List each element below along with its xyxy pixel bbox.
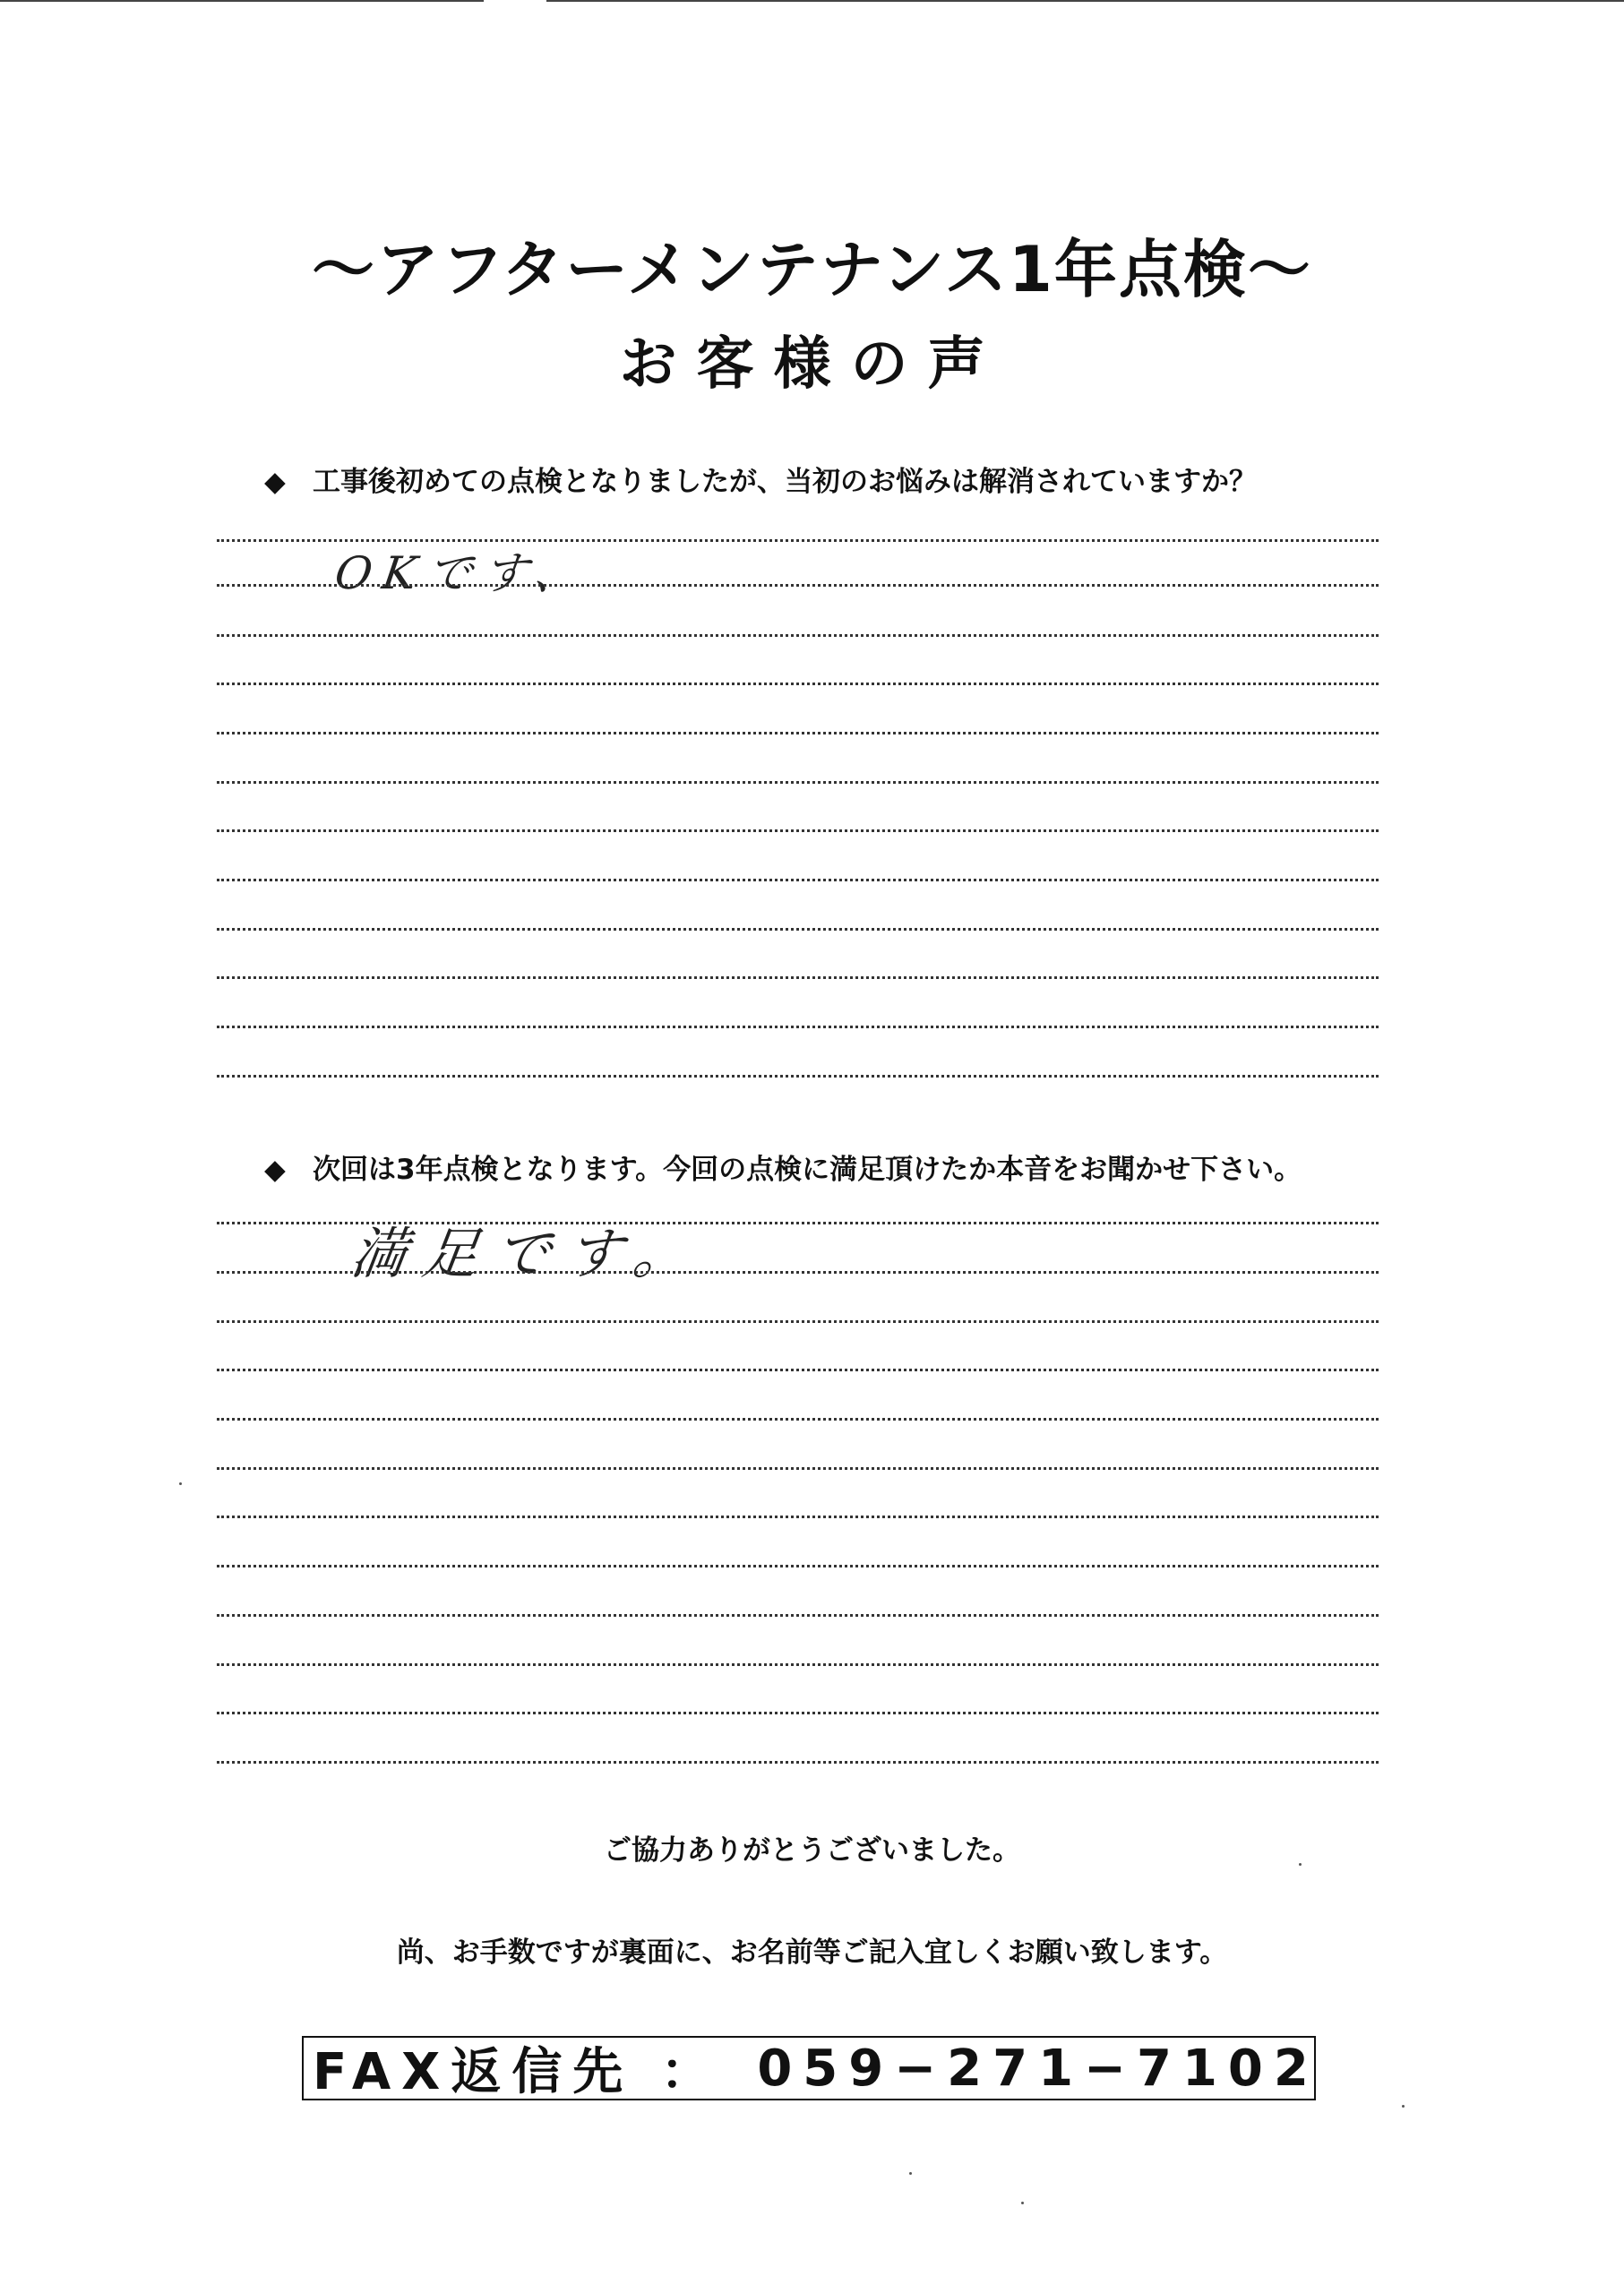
fax-return-box (302, 2036, 1319, 2101)
scan-edge-mark (1156, 0, 1624, 2)
answer-line (217, 829, 1379, 832)
answer-line (217, 732, 1379, 734)
answer-1-handwriting: OKです、 (331, 547, 594, 599)
question-1 (264, 459, 1257, 499)
diamond-bullet-icon: ◆ (264, 466, 286, 498)
answer-line (217, 1418, 1379, 1421)
question-2 (264, 1146, 1302, 1187)
answer-line (217, 976, 1379, 979)
answer-line (217, 584, 1379, 587)
question-2-text: 次回は3年点検となります。今回の点検に満足頂けたか本音をお聞かせ下さい。 (313, 1154, 1302, 1186)
diamond-bullet-icon: ◆ (264, 1154, 286, 1186)
answer-line (217, 1271, 1379, 1274)
answer-line (217, 1712, 1379, 1714)
question-1-text: 工事後初めての点検となりましたが、当初のお悩みは解消されていますか？ (313, 466, 1257, 498)
answer-line (217, 1516, 1379, 1518)
answer-line (217, 683, 1379, 685)
page-subtitle: お客様の声 (619, 331, 1005, 398)
answer-line (217, 1075, 1379, 1078)
thanks-message: ご協力ありがとうございました。 (604, 1834, 1020, 1867)
answer-line (217, 1320, 1379, 1323)
return-instructions: 尚、お手数ですが裏面に、お名前等ご記入宜しくお願い致します。 (396, 1937, 1228, 1969)
answer-line (217, 1663, 1379, 1666)
scan-speck (179, 1482, 182, 1485)
answer-2-handwriting: 満足です。 (347, 1221, 710, 1286)
scan-edge-mark (0, 0, 484, 2)
answer-line (217, 634, 1379, 637)
answer-line (217, 1222, 1379, 1224)
fax-number: 059−271−7102 (757, 2039, 1319, 2098)
fax-separator: ： (660, 2043, 722, 2101)
answer-line (217, 1614, 1379, 1617)
page-title: 〜アフターメンテナンス1年点検〜 (312, 233, 1312, 306)
answer-line (217, 879, 1379, 881)
answer-line (217, 1761, 1379, 1764)
scan-speck (909, 2172, 912, 2175)
answer-line (217, 1565, 1379, 1567)
answer-line (217, 781, 1379, 784)
answer-line (217, 1467, 1379, 1470)
answer-line (217, 928, 1379, 931)
answer-line (217, 539, 1379, 542)
scan-speck (1402, 2105, 1405, 2108)
answer-line (217, 1026, 1379, 1028)
fax-label: FAX返信先 (313, 2043, 634, 2101)
answer-line (217, 1369, 1379, 1371)
scan-edge-mark (546, 0, 1164, 2)
scan-speck (1299, 1863, 1302, 1866)
scan-speck (1021, 2202, 1024, 2204)
